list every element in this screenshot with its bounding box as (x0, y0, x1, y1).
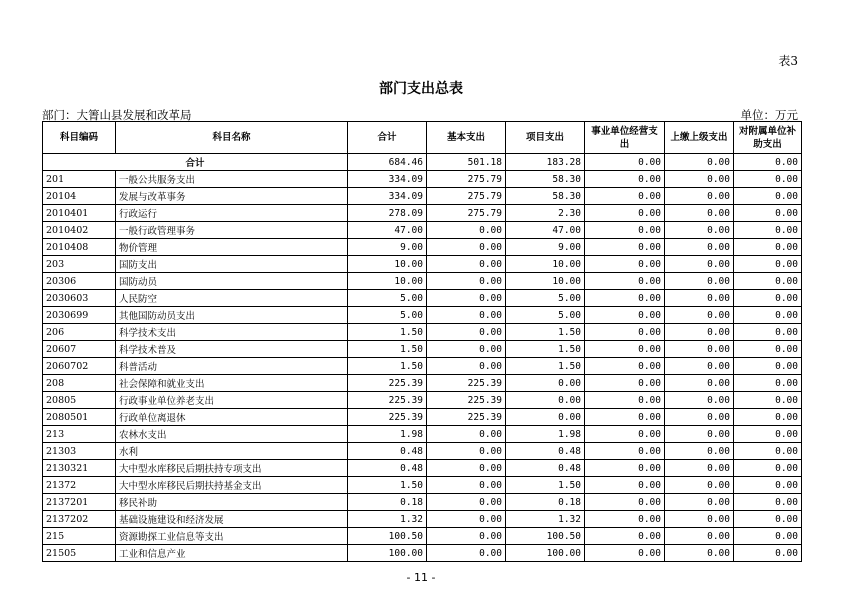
cell-subsidy: 0.00 (734, 511, 802, 528)
table-row (43, 205, 802, 222)
page-title: 部门支出总表 (379, 81, 463, 97)
cell-name: 行政事业单位养老支出 (116, 392, 348, 409)
cell-business: 0.00 (585, 392, 665, 409)
cell-basic: 0.00 (427, 341, 506, 358)
cell-business: 0.00 (585, 494, 665, 511)
cell-upper: 0.00 (665, 477, 734, 494)
cell-total: 100.50 (348, 528, 427, 545)
header-basic: 基本支出 (427, 122, 506, 154)
cell-subsidy: 0.00 (734, 358, 802, 375)
table-row (43, 188, 802, 205)
cell-project: 1.50 (506, 477, 585, 494)
cell-project: 1.32 (506, 511, 585, 528)
cell-basic: 0.00 (427, 239, 506, 256)
cell-code: 208 (43, 375, 116, 392)
cell-basic: 0.00 (427, 443, 506, 460)
table-row (43, 392, 802, 409)
cell-total: 1.32 (348, 511, 427, 528)
cell-basic: 0.00 (427, 273, 506, 290)
cell-business: 0.00 (585, 528, 665, 545)
table-row (43, 256, 802, 273)
cell-business: 0.00 (585, 375, 665, 392)
cell-name: 科学技术支出 (116, 324, 348, 341)
cell-business: 0.00 (585, 222, 665, 239)
total-basic: 501.18 (427, 154, 506, 171)
cell-total: 9.00 (348, 239, 427, 256)
cell-basic: 225.39 (427, 392, 506, 409)
table-number: 表3 (778, 54, 798, 68)
cell-basic: 275.79 (427, 188, 506, 205)
total-total: 684.46 (348, 154, 427, 171)
cell-name: 一般行政管理事务 (116, 222, 348, 239)
cell-subsidy: 0.00 (734, 188, 802, 205)
cell-code: 20104 (43, 188, 116, 205)
cell-project: 10.00 (506, 273, 585, 290)
cell-upper: 0.00 (665, 392, 734, 409)
table-row (43, 324, 802, 341)
cell-name: 社会保障和就业支出 (116, 375, 348, 392)
cell-upper: 0.00 (665, 528, 734, 545)
cell-code: 215 (43, 528, 116, 545)
cell-code: 2080501 (43, 409, 116, 426)
cell-code: 20607 (43, 341, 116, 358)
table-row (43, 528, 802, 545)
cell-upper: 0.00 (665, 273, 734, 290)
cell-project: 0.48 (506, 460, 585, 477)
cell-subsidy: 0.00 (734, 528, 802, 545)
cell-name: 其他国防动员支出 (116, 307, 348, 324)
table-row (43, 477, 802, 494)
cell-upper: 0.00 (665, 239, 734, 256)
cell-project: 100.50 (506, 528, 585, 545)
cell-total: 0.18 (348, 494, 427, 511)
cell-basic: 0.00 (427, 426, 506, 443)
cell-basic: 0.00 (427, 477, 506, 494)
cell-total: 1.50 (348, 324, 427, 341)
table-row (43, 426, 802, 443)
page-number: - 11 - (406, 571, 436, 584)
cell-business: 0.00 (585, 324, 665, 341)
cell-business: 0.00 (585, 341, 665, 358)
cell-basic: 0.00 (427, 256, 506, 273)
cell-subsidy: 0.00 (734, 545, 802, 562)
cell-subsidy: 0.00 (734, 375, 802, 392)
department-label: 部门：大箐山县发展和改革局 (42, 108, 192, 122)
cell-total: 10.00 (348, 273, 427, 290)
total-project: 183.28 (506, 154, 585, 171)
cell-code: 213 (43, 426, 116, 443)
cell-business: 0.00 (585, 239, 665, 256)
cell-subsidy: 0.00 (734, 494, 802, 511)
cell-total: 225.39 (348, 392, 427, 409)
cell-upper: 0.00 (665, 341, 734, 358)
cell-name: 大中型水库移民后期扶持专项支出 (116, 460, 348, 477)
cell-subsidy: 0.00 (734, 426, 802, 443)
cell-basic: 0.00 (427, 494, 506, 511)
cell-upper: 0.00 (665, 205, 734, 222)
table-row (43, 358, 802, 375)
cell-basic: 0.00 (427, 511, 506, 528)
header-code: 科目编码 (43, 122, 116, 154)
table-row (43, 239, 802, 256)
cell-basic: 275.79 (427, 171, 506, 188)
table-row (43, 307, 802, 324)
cell-name: 物价管理 (116, 239, 348, 256)
cell-upper: 0.00 (665, 426, 734, 443)
table-row (43, 375, 802, 392)
expenditure-table (42, 121, 802, 562)
cell-total: 1.98 (348, 426, 427, 443)
cell-name: 国防支出 (116, 256, 348, 273)
cell-business: 0.00 (585, 307, 665, 324)
cell-project: 1.50 (506, 341, 585, 358)
cell-name: 行政运行 (116, 205, 348, 222)
cell-project: 0.00 (506, 409, 585, 426)
cell-total: 10.00 (348, 256, 427, 273)
cell-basic: 0.00 (427, 307, 506, 324)
cell-basic: 0.00 (427, 528, 506, 545)
cell-total: 0.48 (348, 443, 427, 460)
cell-code: 203 (43, 256, 116, 273)
cell-code: 20306 (43, 273, 116, 290)
cell-project: 47.00 (506, 222, 585, 239)
cell-business: 0.00 (585, 188, 665, 205)
table-row (43, 511, 802, 528)
cell-business: 0.00 (585, 511, 665, 528)
cell-code: 21303 (43, 443, 116, 460)
cell-basic: 0.00 (427, 222, 506, 239)
cell-upper: 0.00 (665, 290, 734, 307)
cell-subsidy: 0.00 (734, 324, 802, 341)
total-row (43, 154, 802, 171)
cell-name: 一般公共服务支出 (116, 171, 348, 188)
cell-total: 47.00 (348, 222, 427, 239)
cell-business: 0.00 (585, 409, 665, 426)
table-row (43, 273, 802, 290)
cell-subsidy: 0.00 (734, 239, 802, 256)
table-row (43, 460, 802, 477)
cell-business: 0.00 (585, 205, 665, 222)
total-upper: 0.00 (665, 154, 734, 171)
cell-upper: 0.00 (665, 256, 734, 273)
table-row (43, 443, 802, 460)
cell-subsidy: 0.00 (734, 341, 802, 358)
cell-name: 工业和信息产业 (116, 545, 348, 562)
cell-total: 1.50 (348, 358, 427, 375)
table-row (43, 494, 802, 511)
cell-project: 58.30 (506, 171, 585, 188)
cell-business: 0.00 (585, 290, 665, 307)
cell-upper: 0.00 (665, 171, 734, 188)
cell-name: 发展与改革事务 (116, 188, 348, 205)
total-label: 合计 (43, 154, 348, 171)
cell-upper: 0.00 (665, 545, 734, 562)
cell-total: 278.09 (348, 205, 427, 222)
header-name: 科目名称 (116, 122, 348, 154)
cell-subsidy: 0.00 (734, 307, 802, 324)
cell-upper: 0.00 (665, 409, 734, 426)
table-row (43, 409, 802, 426)
cell-total: 100.00 (348, 545, 427, 562)
cell-name: 行政单位离退休 (116, 409, 348, 426)
cell-upper: 0.00 (665, 324, 734, 341)
cell-project: 2.30 (506, 205, 585, 222)
cell-subsidy: 0.00 (734, 443, 802, 460)
cell-name: 资源勘探工业信息等支出 (116, 528, 348, 545)
cell-business: 0.00 (585, 477, 665, 494)
table-row (43, 290, 802, 307)
unit-label: 单位：万元 (740, 108, 798, 122)
cell-name: 国防动员 (116, 273, 348, 290)
cell-code: 201 (43, 171, 116, 188)
cell-code: 2137201 (43, 494, 116, 511)
cell-subsidy: 0.00 (734, 409, 802, 426)
header-total: 合计 (348, 122, 427, 154)
cell-code: 20805 (43, 392, 116, 409)
header-subsidy: 对附属单位补助支出 (734, 122, 802, 154)
cell-project: 100.00 (506, 545, 585, 562)
cell-business: 0.00 (585, 171, 665, 188)
header-business: 事业单位经营支出 (585, 122, 665, 154)
cell-code: 2030603 (43, 290, 116, 307)
cell-total: 334.09 (348, 171, 427, 188)
cell-name: 大中型水库移民后期扶持基金支出 (116, 477, 348, 494)
cell-business: 0.00 (585, 460, 665, 477)
cell-code: 2010401 (43, 205, 116, 222)
cell-total: 1.50 (348, 341, 427, 358)
cell-upper: 0.00 (665, 443, 734, 460)
cell-upper: 0.00 (665, 222, 734, 239)
cell-code: 21372 (43, 477, 116, 494)
cell-project: 5.00 (506, 307, 585, 324)
cell-project: 0.18 (506, 494, 585, 511)
cell-upper: 0.00 (665, 307, 734, 324)
cell-project: 58.30 (506, 188, 585, 205)
cell-subsidy: 0.00 (734, 171, 802, 188)
cell-project: 5.00 (506, 290, 585, 307)
cell-name: 移民补助 (116, 494, 348, 511)
cell-total: 225.39 (348, 409, 427, 426)
cell-code: 206 (43, 324, 116, 341)
cell-project: 9.00 (506, 239, 585, 256)
table-row (43, 545, 802, 562)
cell-subsidy: 0.00 (734, 460, 802, 477)
header-row (43, 122, 802, 154)
cell-subsidy: 0.00 (734, 205, 802, 222)
cell-total: 5.00 (348, 290, 427, 307)
total-subsidy: 0.00 (734, 154, 802, 171)
cell-basic: 225.39 (427, 375, 506, 392)
cell-basic: 0.00 (427, 358, 506, 375)
cell-upper: 0.00 (665, 188, 734, 205)
cell-business: 0.00 (585, 256, 665, 273)
cell-subsidy: 0.00 (734, 256, 802, 273)
cell-subsidy: 0.00 (734, 273, 802, 290)
table-row (43, 171, 802, 188)
cell-project: 0.48 (506, 443, 585, 460)
cell-total: 1.50 (348, 477, 427, 494)
cell-total: 5.00 (348, 307, 427, 324)
cell-basic: 0.00 (427, 460, 506, 477)
cell-code: 2130321 (43, 460, 116, 477)
cell-basic: 275.79 (427, 205, 506, 222)
cell-name: 水利 (116, 443, 348, 460)
cell-upper: 0.00 (665, 460, 734, 477)
cell-code: 2060702 (43, 358, 116, 375)
cell-project: 0.00 (506, 375, 585, 392)
cell-upper: 0.00 (665, 494, 734, 511)
cell-code: 2137202 (43, 511, 116, 528)
cell-total: 225.39 (348, 375, 427, 392)
cell-subsidy: 0.00 (734, 392, 802, 409)
cell-name: 农林水支出 (116, 426, 348, 443)
cell-subsidy: 0.00 (734, 290, 802, 307)
total-business: 0.00 (585, 154, 665, 171)
header-project: 项目支出 (506, 122, 585, 154)
table-row (43, 341, 802, 358)
cell-name: 基础设施建设和经济发展 (116, 511, 348, 528)
cell-upper: 0.00 (665, 358, 734, 375)
cell-subsidy: 0.00 (734, 477, 802, 494)
cell-total: 334.09 (348, 188, 427, 205)
cell-code: 2030699 (43, 307, 116, 324)
cell-total: 0.48 (348, 460, 427, 477)
cell-basic: 0.00 (427, 545, 506, 562)
cell-business: 0.00 (585, 443, 665, 460)
cell-business: 0.00 (585, 426, 665, 443)
cell-basic: 0.00 (427, 324, 506, 341)
header-upper: 上缴上级支出 (665, 122, 734, 154)
cell-project: 1.50 (506, 358, 585, 375)
cell-project: 1.98 (506, 426, 585, 443)
cell-basic: 0.00 (427, 290, 506, 307)
cell-business: 0.00 (585, 358, 665, 375)
cell-project: 1.50 (506, 324, 585, 341)
cell-basic: 225.39 (427, 409, 506, 426)
cell-name: 科普活动 (116, 358, 348, 375)
cell-code: 2010402 (43, 222, 116, 239)
cell-project: 10.00 (506, 256, 585, 273)
cell-subsidy: 0.00 (734, 222, 802, 239)
cell-project: 0.00 (506, 392, 585, 409)
cell-code: 21505 (43, 545, 116, 562)
cell-upper: 0.00 (665, 511, 734, 528)
cell-business: 0.00 (585, 273, 665, 290)
table-row (43, 222, 802, 239)
cell-upper: 0.00 (665, 375, 734, 392)
cell-code: 2010408 (43, 239, 116, 256)
cell-name: 科学技术普及 (116, 341, 348, 358)
cell-name: 人民防空 (116, 290, 348, 307)
cell-business: 0.00 (585, 545, 665, 562)
